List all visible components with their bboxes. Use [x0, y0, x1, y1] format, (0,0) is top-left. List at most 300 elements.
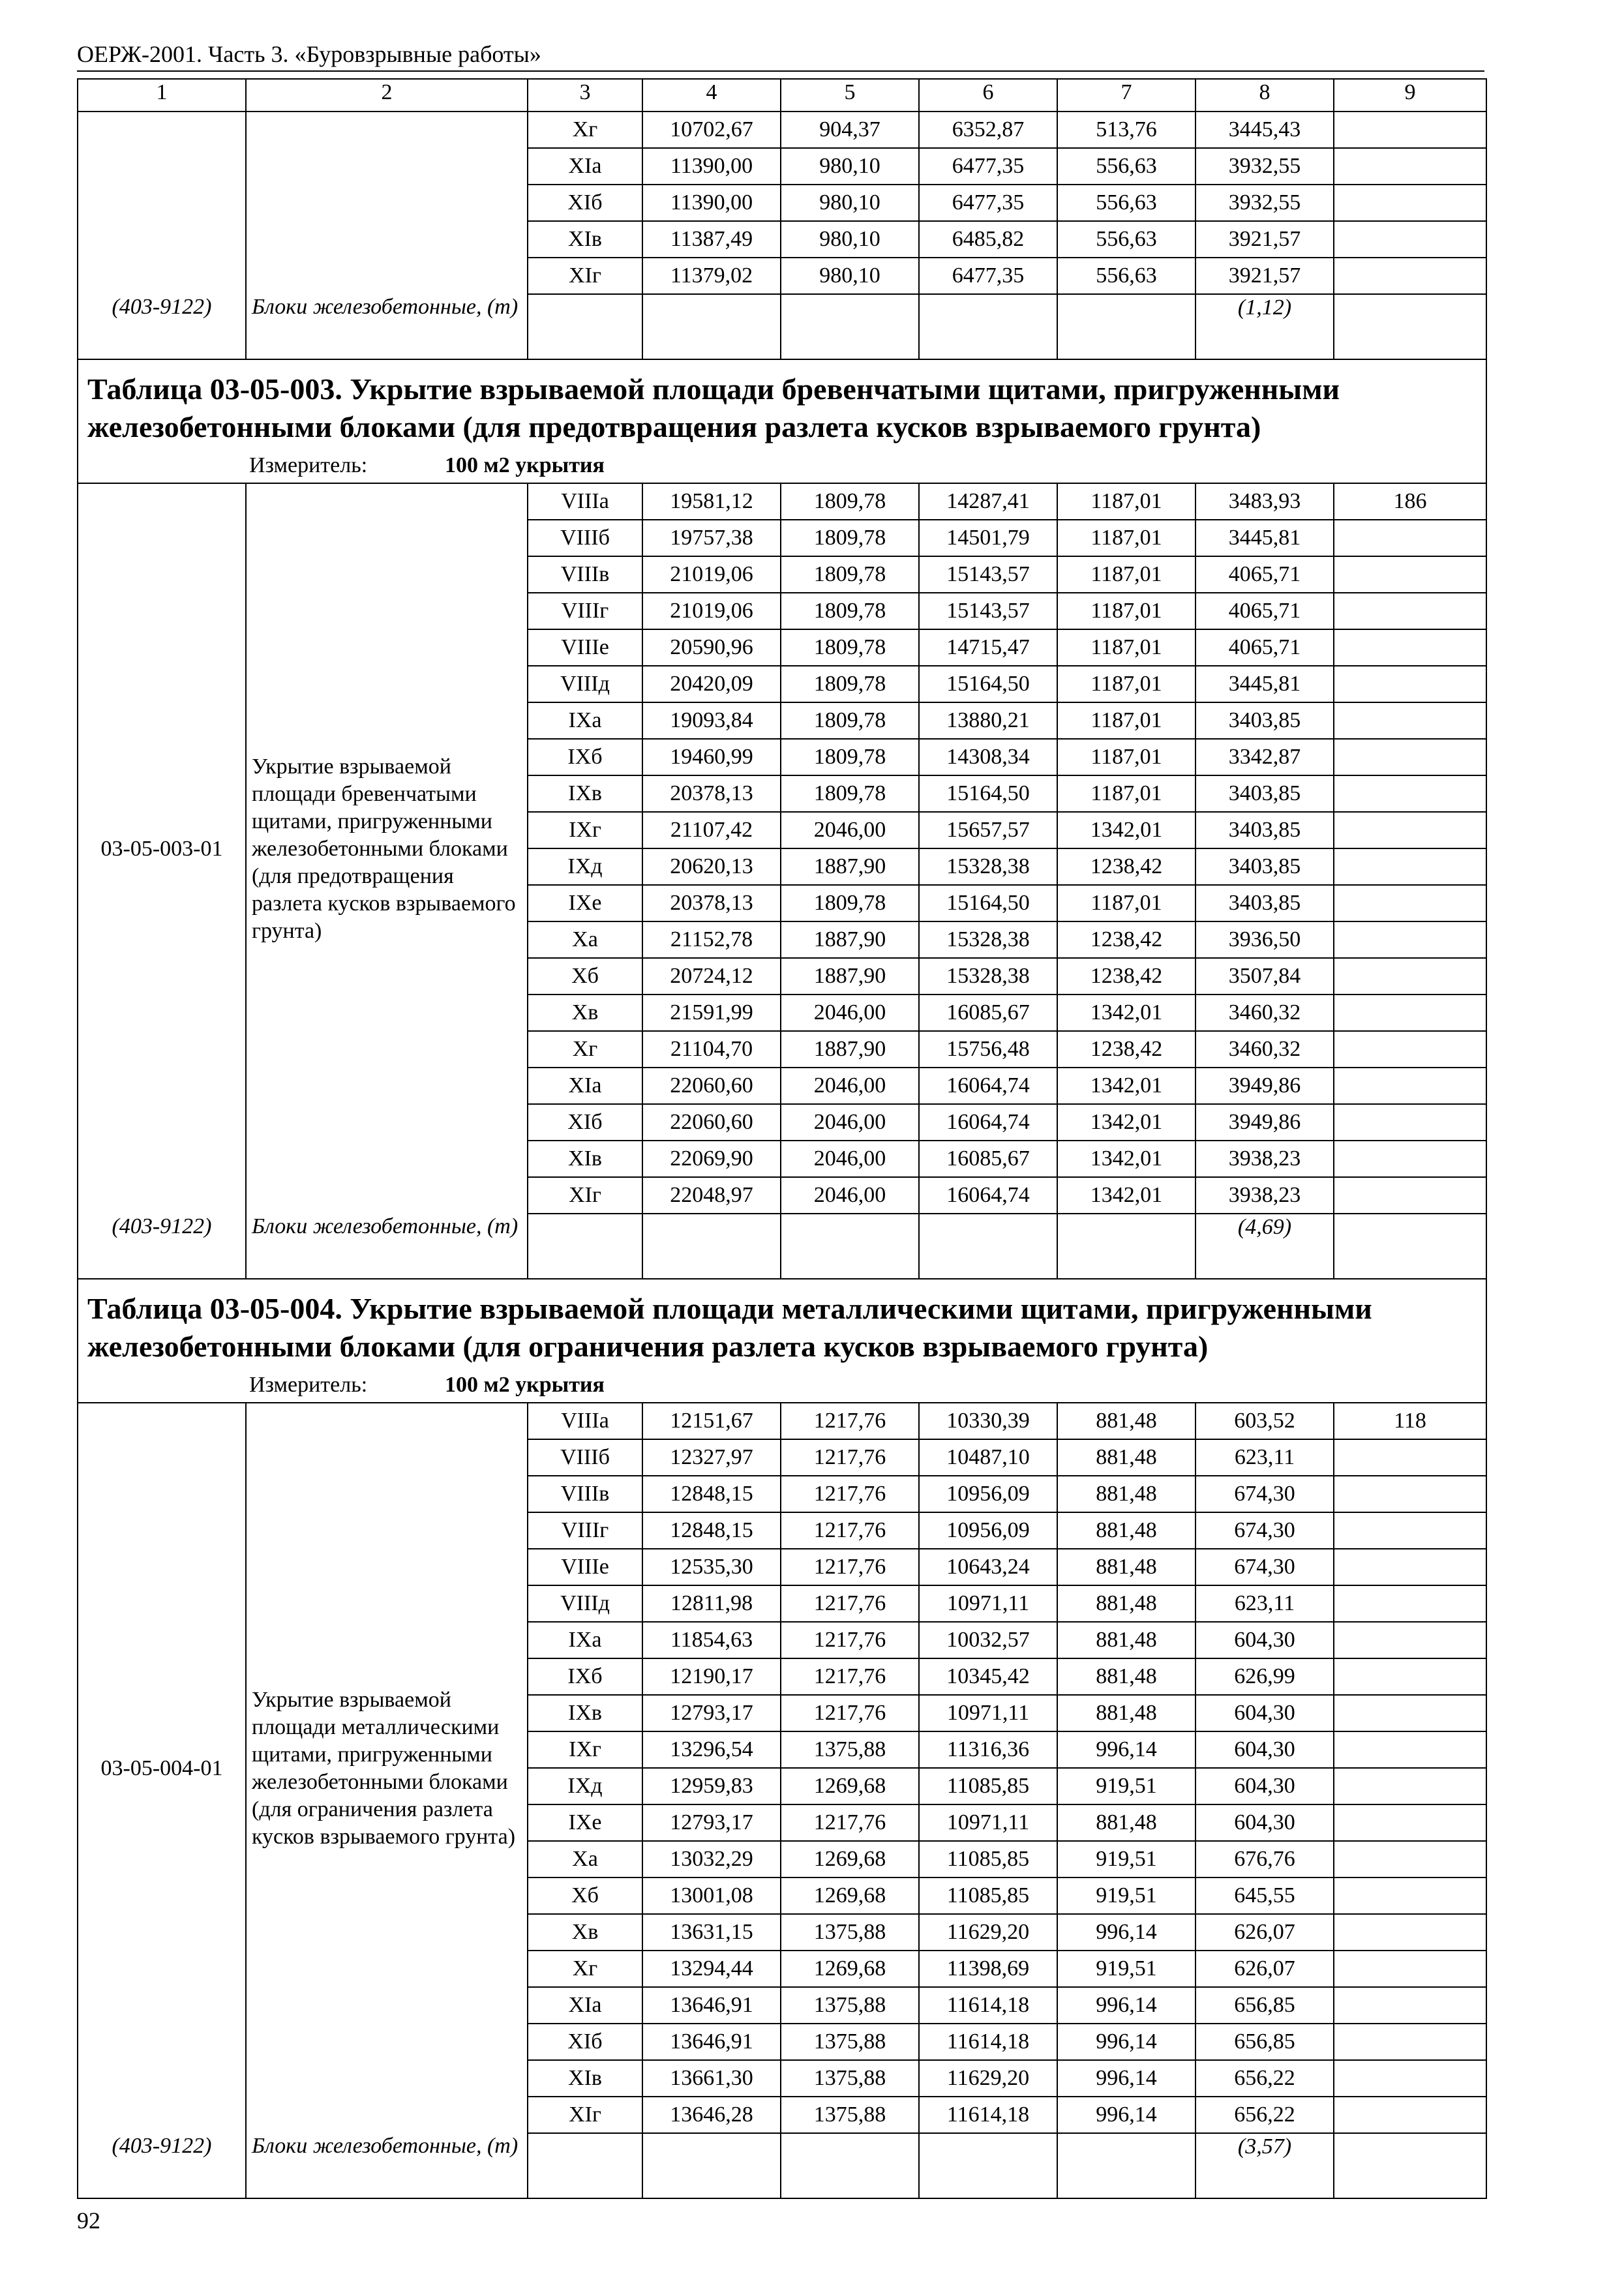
value-cell: 1887,90 — [781, 848, 919, 885]
value-cell: 604,30 — [1195, 1695, 1334, 1731]
value-cell: 11387,49 — [642, 221, 781, 258]
soil-category: VIIIд — [528, 1585, 642, 1622]
value-cell: 996,14 — [1057, 2060, 1195, 2097]
page-number: 92 — [77, 2207, 100, 2234]
resource-name: Блоки железобетонные, (т) — [246, 294, 528, 359]
value-cell: 645,55 — [1195, 1878, 1334, 1914]
value-cell: 12327,97 — [642, 1439, 781, 1476]
value-cell: 19757,38 — [642, 520, 781, 556]
value-cell: 3483,93 — [1195, 483, 1334, 520]
value-cell: 12848,15 — [642, 1512, 781, 1549]
value-cell: 996,14 — [1057, 2024, 1195, 2060]
value-cell: 10487,10 — [919, 1439, 1057, 1476]
soil-category: IXв — [528, 1695, 642, 1731]
value-cell: 15164,50 — [919, 666, 1057, 702]
value-cell: 1887,90 — [781, 921, 919, 958]
value-cell: 1217,76 — [781, 1695, 919, 1731]
value-cell: 1217,76 — [781, 1804, 919, 1841]
value-cell: 6477,35 — [919, 185, 1057, 221]
value-cell: 1217,76 — [781, 1476, 919, 1512]
soil-category: Xа — [528, 1841, 642, 1878]
column-number: 3 — [528, 79, 642, 112]
value-cell: 881,48 — [1057, 1512, 1195, 1549]
value-cell: 881,48 — [1057, 1476, 1195, 1512]
value-cell: 6477,35 — [919, 148, 1057, 185]
measure-label: Измеритель: — [249, 453, 368, 477]
value-cell: 22060,60 — [642, 1068, 781, 1104]
soil-category: XIв — [528, 1141, 642, 1177]
value-cell: 15164,50 — [919, 775, 1057, 812]
table-title-row — [78, 1279, 1486, 1372]
value-cell: 3921,57 — [1195, 258, 1334, 294]
soil-category: XIв — [528, 2060, 642, 2097]
empty-cell — [1057, 1214, 1195, 1279]
col9-cell — [1334, 629, 1486, 666]
col9-cell — [1334, 1622, 1486, 1658]
value-cell: 1887,90 — [781, 1031, 919, 1068]
empty-cell — [528, 2133, 642, 2198]
value-cell: 6352,87 — [919, 112, 1057, 148]
rate-name — [246, 112, 528, 294]
col9-cell — [1334, 1768, 1486, 1804]
value-cell: 22048,97 — [642, 1177, 781, 1214]
value-cell: 15328,38 — [919, 921, 1057, 958]
soil-category: XIб — [528, 1104, 642, 1141]
value-cell: 16085,67 — [919, 995, 1057, 1031]
value-cell: 1342,01 — [1057, 812, 1195, 848]
col9-cell — [1334, 2024, 1486, 2060]
column-number: 7 — [1057, 79, 1195, 112]
value-cell: 15143,57 — [919, 556, 1057, 593]
value-cell: 21104,70 — [642, 1031, 781, 1068]
value-cell: 1269,68 — [781, 1841, 919, 1878]
value-cell: 980,10 — [781, 185, 919, 221]
value-cell: 20378,13 — [642, 775, 781, 812]
empty-cell — [781, 294, 919, 359]
value-cell: 1809,78 — [781, 556, 919, 593]
value-cell: 1809,78 — [781, 775, 919, 812]
soil-category: VIIIе — [528, 629, 642, 666]
value-cell: 3445,81 — [1195, 520, 1334, 556]
empty-cell — [919, 2133, 1057, 2198]
value-cell: 603,52 — [1195, 1403, 1334, 1439]
soil-category: VIIIг — [528, 593, 642, 629]
column-number: 1 — [78, 79, 246, 112]
value-cell: 1187,01 — [1057, 520, 1195, 556]
value-cell: 674,30 — [1195, 1512, 1334, 1549]
value-cell: 1887,90 — [781, 958, 919, 995]
value-cell: 12811,98 — [642, 1585, 781, 1622]
value-cell: 1187,01 — [1057, 702, 1195, 739]
soil-category: Xа — [528, 921, 642, 958]
resource-code: (403-9122) — [78, 2133, 246, 2198]
value-cell: 10643,24 — [919, 1549, 1057, 1585]
value-cell: 980,10 — [781, 148, 919, 185]
value-cell: 21019,06 — [642, 556, 781, 593]
header-rule — [77, 70, 1484, 72]
value-cell: 1217,76 — [781, 1512, 919, 1549]
value-cell: 10956,09 — [919, 1476, 1057, 1512]
col9-cell — [1334, 1585, 1486, 1622]
soil-category: IXд — [528, 1768, 642, 1804]
soil-category: XIг — [528, 2097, 642, 2133]
value-cell: 626,07 — [1195, 1951, 1334, 1987]
value-cell: 19581,12 — [642, 483, 781, 520]
table-row — [78, 112, 1486, 148]
value-cell: 604,30 — [1195, 1768, 1334, 1804]
value-cell: 1809,78 — [781, 629, 919, 666]
value-cell: 2046,00 — [781, 1104, 919, 1141]
empty-cell — [1057, 2133, 1195, 2198]
running-header: ОЕРЖ-2001. Часть 3. «Буровзрывные работы» — [77, 41, 541, 67]
col9-cell — [1334, 666, 1486, 702]
value-cell: 11085,85 — [919, 1878, 1057, 1914]
value-cell: 674,30 — [1195, 1549, 1334, 1585]
value-cell: 556,63 — [1057, 258, 1195, 294]
value-cell: 3460,32 — [1195, 1031, 1334, 1068]
rate-name: Укрытие взрываемой площади металлическими щитами, пригруженными железобетонными блоками (для ограничения разлета кусков взрываемого грунта) — [246, 1403, 528, 2133]
col9-cell — [1334, 1549, 1486, 1585]
rate-name: Укрытие взрываемой площади бревенчатыми щитами, пригруженными железобетонными блоками (для предотвращения разлета кусков взрываемого грунта) — [246, 483, 528, 1214]
value-cell: 13646,91 — [642, 1987, 781, 2024]
value-cell: 15164,50 — [919, 885, 1057, 921]
value-cell: 1375,88 — [781, 2060, 919, 2097]
value-cell: 919,51 — [1057, 1951, 1195, 1987]
value-cell: 1217,76 — [781, 1585, 919, 1622]
value-cell: 3936,50 — [1195, 921, 1334, 958]
value-cell: 11379,02 — [642, 258, 781, 294]
col9-cell — [1334, 702, 1486, 739]
value-cell: 623,11 — [1195, 1585, 1334, 1622]
soil-category: VIIIд — [528, 666, 642, 702]
value-cell: 2046,00 — [781, 1068, 919, 1104]
measure-label: Измеритель: — [249, 1373, 368, 1397]
value-cell: 3342,87 — [1195, 739, 1334, 775]
value-cell: 1809,78 — [781, 593, 919, 629]
value-cell: 13001,08 — [642, 1878, 781, 1914]
value-cell: 604,30 — [1195, 1804, 1334, 1841]
resource-value: (1,12) — [1195, 294, 1334, 359]
soil-category: XIб — [528, 185, 642, 221]
soil-category: IXб — [528, 739, 642, 775]
col9-cell — [1334, 593, 1486, 629]
value-cell: 16064,74 — [919, 1104, 1057, 1141]
value-cell: 674,30 — [1195, 1476, 1334, 1512]
value-cell: 556,63 — [1057, 185, 1195, 221]
value-cell: 10330,39 — [919, 1403, 1057, 1439]
value-cell: 3932,55 — [1195, 148, 1334, 185]
table-title: Таблица 03-05-004. Укрытие взрываемой площади металлическими щитами, пригруженными железобетонными блоками (для ограничения разлета кусков взрываемого грунта) — [78, 1279, 1486, 1372]
value-cell: 10971,11 — [919, 1804, 1057, 1841]
rate-code: 03-05-003-01 — [78, 483, 246, 1214]
value-cell: 11390,00 — [642, 185, 781, 221]
value-cell: 20420,09 — [642, 666, 781, 702]
soil-category: VIIIе — [528, 1549, 642, 1585]
soil-category: Xв — [528, 1914, 642, 1951]
value-cell: 3445,43 — [1195, 112, 1334, 148]
value-cell: 11398,69 — [919, 1951, 1057, 1987]
value-cell: 12959,83 — [642, 1768, 781, 1804]
soil-category: XIб — [528, 2024, 642, 2060]
value-cell: 1375,88 — [781, 2024, 919, 2060]
value-cell: 2046,00 — [781, 1177, 919, 1214]
value-cell: 1187,01 — [1057, 775, 1195, 812]
value-cell: 881,48 — [1057, 1403, 1195, 1439]
column-number: 5 — [781, 79, 919, 112]
value-cell: 1217,76 — [781, 1439, 919, 1476]
empty-cell — [528, 1214, 642, 1279]
value-cell: 6477,35 — [919, 258, 1057, 294]
col9-cell — [1334, 1141, 1486, 1177]
value-cell: 10345,42 — [919, 1658, 1057, 1695]
value-cell: 10971,11 — [919, 1585, 1057, 1622]
value-cell: 21107,42 — [642, 812, 781, 848]
value-cell: 1187,01 — [1057, 739, 1195, 775]
col9-cell — [1334, 1731, 1486, 1768]
table-row — [78, 1403, 1486, 1439]
soil-category: IXг — [528, 812, 642, 848]
col9-cell: 118 — [1334, 1403, 1486, 1439]
column-number: 4 — [642, 79, 781, 112]
col9-cell — [1334, 848, 1486, 885]
value-cell: 10032,57 — [919, 1622, 1057, 1658]
col9-cell — [1334, 1951, 1486, 1987]
col9-cell — [1334, 1068, 1486, 1104]
col9-cell — [1334, 148, 1486, 185]
value-cell: 11854,63 — [642, 1622, 781, 1658]
value-cell: 12793,17 — [642, 1695, 781, 1731]
value-cell: 4065,71 — [1195, 556, 1334, 593]
measure-row — [78, 1372, 1486, 1403]
value-cell: 10956,09 — [919, 1512, 1057, 1549]
value-cell: 14308,34 — [919, 739, 1057, 775]
value-cell: 3938,23 — [1195, 1141, 1334, 1177]
soil-category: Xв — [528, 995, 642, 1031]
value-cell: 1375,88 — [781, 1987, 919, 2024]
col9-cell — [1334, 812, 1486, 848]
resource-row — [78, 1214, 1486, 1279]
soil-category: XIг — [528, 1177, 642, 1214]
value-cell: 881,48 — [1057, 1585, 1195, 1622]
value-cell: 1342,01 — [1057, 995, 1195, 1031]
value-cell: 1342,01 — [1057, 1177, 1195, 1214]
col9-cell — [1334, 520, 1486, 556]
soil-category: IXе — [528, 1804, 642, 1841]
soil-category: XIа — [528, 1987, 642, 2024]
col9-cell — [1334, 739, 1486, 775]
value-cell: 2046,00 — [781, 1141, 919, 1177]
value-cell: 6485,82 — [919, 221, 1057, 258]
soil-category: VIIIг — [528, 1512, 642, 1549]
value-cell: 11629,20 — [919, 1914, 1057, 1951]
soil-category: VIIIб — [528, 520, 642, 556]
empty-cell — [919, 1214, 1057, 1279]
soil-category: XIа — [528, 1068, 642, 1104]
value-cell: 11614,18 — [919, 2024, 1057, 2060]
rate-code — [78, 112, 246, 294]
soil-category: IXб — [528, 1658, 642, 1695]
value-cell: 2046,00 — [781, 812, 919, 848]
col9-cell — [1334, 258, 1486, 294]
value-cell: 1217,76 — [781, 1403, 919, 1439]
value-cell: 1238,42 — [1057, 848, 1195, 885]
value-cell: 19460,99 — [642, 739, 781, 775]
value-cell: 604,30 — [1195, 1731, 1334, 1768]
value-cell: 1375,88 — [781, 1731, 919, 1768]
col9-cell — [1334, 1512, 1486, 1549]
value-cell: 996,14 — [1057, 1987, 1195, 2024]
col9-cell — [1334, 1841, 1486, 1878]
value-cell: 1187,01 — [1057, 483, 1195, 520]
resource-value: (4,69) — [1195, 1214, 1334, 1279]
value-cell: 4065,71 — [1195, 593, 1334, 629]
value-cell: 980,10 — [781, 221, 919, 258]
resource-row — [78, 294, 1486, 359]
value-cell: 1269,68 — [781, 1768, 919, 1804]
soil-category: Xб — [528, 958, 642, 995]
table-title: Таблица 03-05-003. Укрытие взрываемой площади бревенчатыми щитами, пригруженными железобетонными блоками (для предотвращения разлета кусков взрываемого грунта) — [78, 359, 1486, 453]
col9-cell — [1334, 1177, 1486, 1214]
value-cell: 1238,42 — [1057, 921, 1195, 958]
value-cell: 15756,48 — [919, 1031, 1057, 1068]
value-cell: 13296,54 — [642, 1731, 781, 1768]
value-cell: 1187,01 — [1057, 629, 1195, 666]
value-cell: 656,22 — [1195, 2097, 1334, 2133]
soil-category: VIIIв — [528, 556, 642, 593]
empty-cell — [1334, 294, 1486, 359]
rates-table — [77, 78, 1487, 2199]
empty-cell — [1057, 294, 1195, 359]
empty-cell — [642, 294, 781, 359]
soil-category: VIIIв — [528, 1476, 642, 1512]
col9-cell — [1334, 221, 1486, 258]
value-cell: 3403,85 — [1195, 848, 1334, 885]
value-cell: 1269,68 — [781, 1878, 919, 1914]
value-cell: 4065,71 — [1195, 629, 1334, 666]
value-cell: 996,14 — [1057, 1731, 1195, 1768]
value-cell: 996,14 — [1057, 2097, 1195, 2133]
column-number-row — [78, 79, 1486, 112]
value-cell: 11614,18 — [919, 1987, 1057, 2024]
col9-cell — [1334, 995, 1486, 1031]
empty-cell — [781, 2133, 919, 2198]
value-cell: 656,85 — [1195, 2024, 1334, 2060]
value-cell: 20724,12 — [642, 958, 781, 995]
col9-cell — [1334, 112, 1486, 148]
col9-cell — [1334, 1031, 1486, 1068]
resource-name: Блоки железобетонные, (т) — [246, 1214, 528, 1279]
table-title-row — [78, 359, 1486, 453]
soil-category: Xг — [528, 112, 642, 148]
value-cell: 12190,17 — [642, 1658, 781, 1695]
value-cell: 15657,57 — [919, 812, 1057, 848]
value-cell: 3938,23 — [1195, 1177, 1334, 1214]
col9-cell — [1334, 1914, 1486, 1951]
value-cell: 1238,42 — [1057, 1031, 1195, 1068]
value-cell: 626,07 — [1195, 1914, 1334, 1951]
value-cell: 12848,15 — [642, 1476, 781, 1512]
value-cell: 13032,29 — [642, 1841, 781, 1878]
value-cell: 11316,36 — [919, 1731, 1057, 1768]
empty-cell — [1334, 1214, 1486, 1279]
value-cell: 3949,86 — [1195, 1068, 1334, 1104]
value-cell: 13631,15 — [642, 1914, 781, 1951]
col9-cell — [1334, 2097, 1486, 2133]
value-cell: 3403,85 — [1195, 775, 1334, 812]
value-cell: 1269,68 — [781, 1951, 919, 1987]
col9-cell — [1334, 885, 1486, 921]
col9-cell — [1334, 1104, 1486, 1141]
value-cell: 15328,38 — [919, 958, 1057, 995]
value-cell: 1809,78 — [781, 666, 919, 702]
value-cell: 676,76 — [1195, 1841, 1334, 1878]
col9-cell — [1334, 1476, 1486, 1512]
rate-code: 03-05-004-01 — [78, 1403, 246, 2133]
resource-value: (3,57) — [1195, 2133, 1334, 2198]
soil-category: IXа — [528, 1622, 642, 1658]
value-cell: 10971,11 — [919, 1695, 1057, 1731]
value-cell: 3403,85 — [1195, 885, 1334, 921]
resource-row — [78, 2133, 1486, 2198]
value-cell: 3445,81 — [1195, 666, 1334, 702]
col9-cell — [1334, 1987, 1486, 2024]
value-cell: 556,63 — [1057, 221, 1195, 258]
value-cell: 20620,13 — [642, 848, 781, 885]
value-cell: 919,51 — [1057, 1878, 1195, 1914]
value-cell: 1187,01 — [1057, 885, 1195, 921]
value-cell: 1217,76 — [781, 1622, 919, 1658]
value-cell: 919,51 — [1057, 1768, 1195, 1804]
soil-category: IXг — [528, 1731, 642, 1768]
value-cell: 1187,01 — [1057, 593, 1195, 629]
value-cell: 881,48 — [1057, 1804, 1195, 1841]
column-number: 9 — [1334, 79, 1486, 112]
value-cell: 604,30 — [1195, 1622, 1334, 1658]
empty-cell — [642, 1214, 781, 1279]
value-cell: 3460,32 — [1195, 995, 1334, 1031]
empty-cell — [781, 1214, 919, 1279]
value-cell: 10702,67 — [642, 112, 781, 148]
col9-cell — [1334, 185, 1486, 221]
measure-cell — [78, 453, 1486, 483]
resource-name: Блоки железобетонные, (т) — [246, 2133, 528, 2198]
soil-category: Xг — [528, 1031, 642, 1068]
value-cell: 1342,01 — [1057, 1104, 1195, 1141]
value-cell: 22060,60 — [642, 1104, 781, 1141]
col9-cell — [1334, 1658, 1486, 1695]
soil-category: VIIIа — [528, 1403, 642, 1439]
soil-category: XIг — [528, 258, 642, 294]
value-cell: 14715,47 — [919, 629, 1057, 666]
measure-row — [78, 453, 1486, 483]
value-cell: 1342,01 — [1057, 1141, 1195, 1177]
value-cell: 20590,96 — [642, 629, 781, 666]
value-cell: 1375,88 — [781, 2097, 919, 2133]
table-row — [78, 483, 1486, 520]
value-cell: 12535,30 — [642, 1549, 781, 1585]
col9-cell — [1334, 1439, 1486, 1476]
col9-cell: 186 — [1334, 483, 1486, 520]
value-cell: 3949,86 — [1195, 1104, 1334, 1141]
soil-category: Xб — [528, 1878, 642, 1914]
value-cell: 11085,85 — [919, 1768, 1057, 1804]
value-cell: 3403,85 — [1195, 702, 1334, 739]
value-cell: 14501,79 — [919, 520, 1057, 556]
col9-cell — [1334, 2060, 1486, 2097]
value-cell: 3932,55 — [1195, 185, 1334, 221]
value-cell: 22069,90 — [642, 1141, 781, 1177]
value-cell: 996,14 — [1057, 1914, 1195, 1951]
